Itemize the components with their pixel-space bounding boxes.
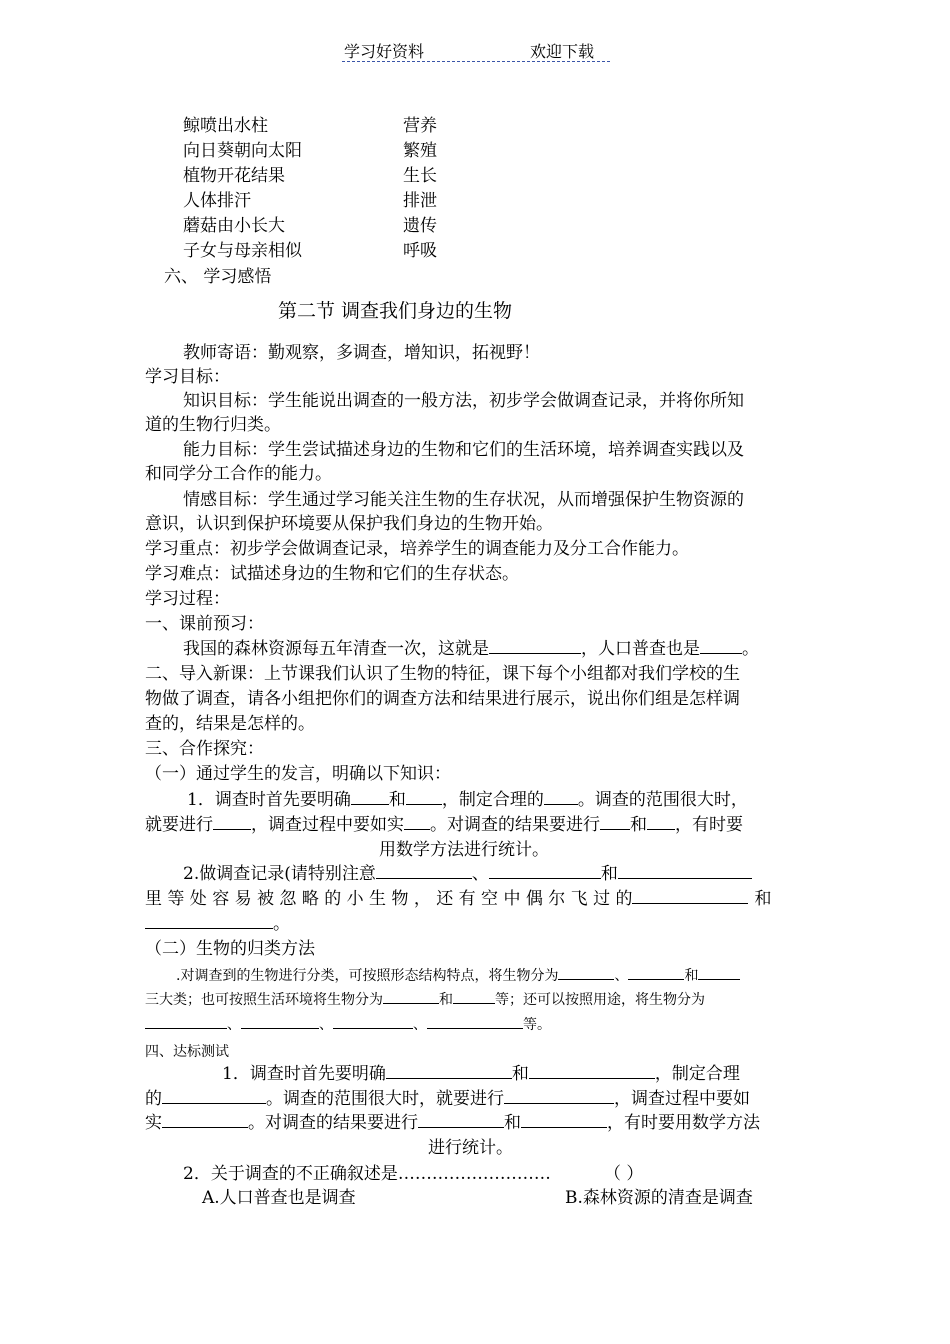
- q1-line-3: 用数学方法进行统计。: [379, 840, 549, 860]
- match-right-3: 生长: [403, 166, 437, 186]
- answer-blank[interactable]: [162, 1089, 266, 1104]
- match-right-1: 营养: [403, 116, 437, 136]
- intro-line-3: 查的，结果是怎样的。: [145, 714, 315, 734]
- goal-3-line-2: 意识，认识到保护环境要从保护我们身边的生物开始。: [145, 514, 553, 534]
- answer-blank[interactable]: [698, 968, 740, 980]
- match-left-5: 蘑菇由小长大: [183, 216, 285, 236]
- answer-blank[interactable]: [145, 914, 273, 929]
- answer-blank[interactable]: [628, 968, 684, 980]
- match-left-1: 鲸喷出水柱: [183, 116, 268, 136]
- q1-line-2: 就要进行 ，调查过程中要如实 。对调查的结果要进行 和 ，有时要: [145, 815, 743, 835]
- answer-blank[interactable]: [351, 790, 389, 805]
- q2-line-1: 2.做调查记录(请特别注意 、 和: [183, 862, 752, 886]
- answer-blank[interactable]: [145, 1017, 227, 1029]
- answer-blank[interactable]: [600, 815, 630, 830]
- q2-line-2: 里 等 处 容 易 被 忽 略 的 小 生 物 ， 还 有 空 中 偶 尔 飞 过 的 和: [145, 889, 772, 909]
- intro-line-2: 物做了调查，请各小组把你们的调查方法和结果进行展示，说出你们组是怎样调: [145, 689, 740, 709]
- answer-blank[interactable]: [453, 992, 495, 1004]
- match-right-6: 呼吸: [403, 241, 437, 261]
- match-right-4: 排泄: [403, 191, 437, 211]
- answer-blank[interactable]: [404, 815, 430, 830]
- goal-3-line-1: 情感目标：学生通过学习能关注生物的生存状况，从而增强保护生物资源的: [183, 490, 744, 510]
- goals-heading: 学习目标：: [145, 367, 230, 387]
- t1-line-1: 1．调查时首先要明确 和 ，制定合理: [222, 1064, 740, 1084]
- header-divider: [342, 61, 610, 62]
- header-left: 学习好资料: [344, 42, 425, 61]
- coop-sub-1: （一）通过学生的发言，明确以下知识：: [145, 764, 451, 784]
- answer-blank[interactable]: [489, 639, 581, 654]
- answer-blank[interactable]: [376, 864, 472, 879]
- header-right: 欢迎下载: [530, 42, 595, 61]
- answer-blank[interactable]: [213, 815, 251, 830]
- answer-blank[interactable]: [241, 1017, 319, 1029]
- answer-blank[interactable]: [162, 1113, 248, 1128]
- answer-blank[interactable]: [406, 790, 442, 805]
- answer-blank[interactable]: [504, 1089, 614, 1104]
- goal-1-line-2: 道的生物行归类。: [145, 415, 281, 435]
- answer-blank[interactable]: [333, 1017, 413, 1029]
- t2-answer-paren[interactable]: （ ）: [604, 1164, 644, 1184]
- cls-line-3: 、 、 、 等。: [145, 1013, 551, 1037]
- answer-blank[interactable]: [558, 968, 614, 980]
- goal-2-line-1: 能力目标：学生尝试描述身边的生物和它们的生活环境，培养调查实践以及: [183, 440, 744, 460]
- answer-blank[interactable]: [632, 889, 748, 904]
- match-left-6: 子女与母亲相似: [183, 241, 302, 261]
- match-left-4: 人体排汗: [183, 191, 251, 211]
- intro-line-1: 二、导入新课：上节课我们认识了生物的特征，课下每个小组都对我们学校的生: [145, 664, 740, 684]
- answer-blank[interactable]: [383, 992, 439, 1004]
- cls-line-2: 三大类；也可按照生活环境将生物分为 和 等；还可以按照用途，将生物分为: [145, 992, 705, 1008]
- t1-line-4: 进行统计。: [428, 1138, 513, 1158]
- goal-2-line-2: 和同学分工合作的能力。: [145, 464, 332, 484]
- answer-blank[interactable]: [386, 1064, 512, 1079]
- t1-line-2: 的 。调查的范围很大时，就要进行 ，调查过程中要如: [145, 1089, 750, 1109]
- goal-1-line-1: 知识目标：学生能说出调查的一般方法，初步学会做调查记录，并将你所知: [183, 391, 744, 411]
- answer-blank[interactable]: [647, 815, 675, 830]
- q1-line-1: 1．调查时首先要明确 和 ，制定合理的 。调查的范围很大时，: [187, 790, 748, 810]
- answer-blank[interactable]: [618, 864, 752, 879]
- match-right-5: 遗传: [403, 216, 437, 236]
- answer-blank[interactable]: [544, 790, 578, 805]
- coop-heading: 三、合作探究：: [145, 739, 264, 759]
- answer-blank[interactable]: [521, 1113, 607, 1128]
- section-title: 第二节 调查我们身边的生物: [278, 300, 513, 322]
- section-6-heading: 六、 学习感悟: [164, 267, 272, 287]
- q2-line-3: 。: [145, 912, 290, 936]
- preview-question: 我国的森林资源每五年清查一次，这就是 ，人口普查也是 。: [183, 639, 759, 659]
- match-left-3: 植物开花结果: [183, 166, 285, 186]
- option-a[interactable]: A.人口普查也是调查: [202, 1188, 356, 1208]
- answer-blank[interactable]: [700, 639, 742, 654]
- answer-blank[interactable]: [427, 1017, 523, 1029]
- answer-blank[interactable]: [489, 864, 601, 879]
- test-heading: 四、达标测试: [145, 1044, 229, 1060]
- answer-blank[interactable]: [529, 1064, 655, 1079]
- option-b[interactable]: B.森林资源的清查是调查: [565, 1188, 753, 1208]
- process-heading: 学习过程：: [145, 589, 230, 609]
- answer-blank[interactable]: [418, 1113, 504, 1128]
- coop-sub-2: （二）生物的归类方法: [145, 939, 315, 959]
- t2-question: 2．关于调查的不正确叙述是………………………: [183, 1164, 551, 1184]
- key-points: 学习重点：初步学会做调查记录，培养学生的调查能力及分工合作能力。: [145, 539, 689, 559]
- match-right-2: 繁殖: [403, 141, 437, 161]
- t1-line-3: 实 。对调查的结果要进行 和 ，有时要用数学方法: [145, 1113, 760, 1133]
- match-left-2: 向日葵朝向太阳: [183, 141, 302, 161]
- cls-line-1: .对调查到的生物进行分类，可按照形态结构特点，将生物分为 、 和: [176, 964, 740, 988]
- teacher-motto: 教师寄语：勤观察，多调查，增知识，拓视野！: [183, 343, 540, 363]
- difficulties: 学习难点：试描述身边的生物和它们的生存状态。: [145, 564, 519, 584]
- preview-heading: 一、课前预习：: [145, 614, 264, 634]
